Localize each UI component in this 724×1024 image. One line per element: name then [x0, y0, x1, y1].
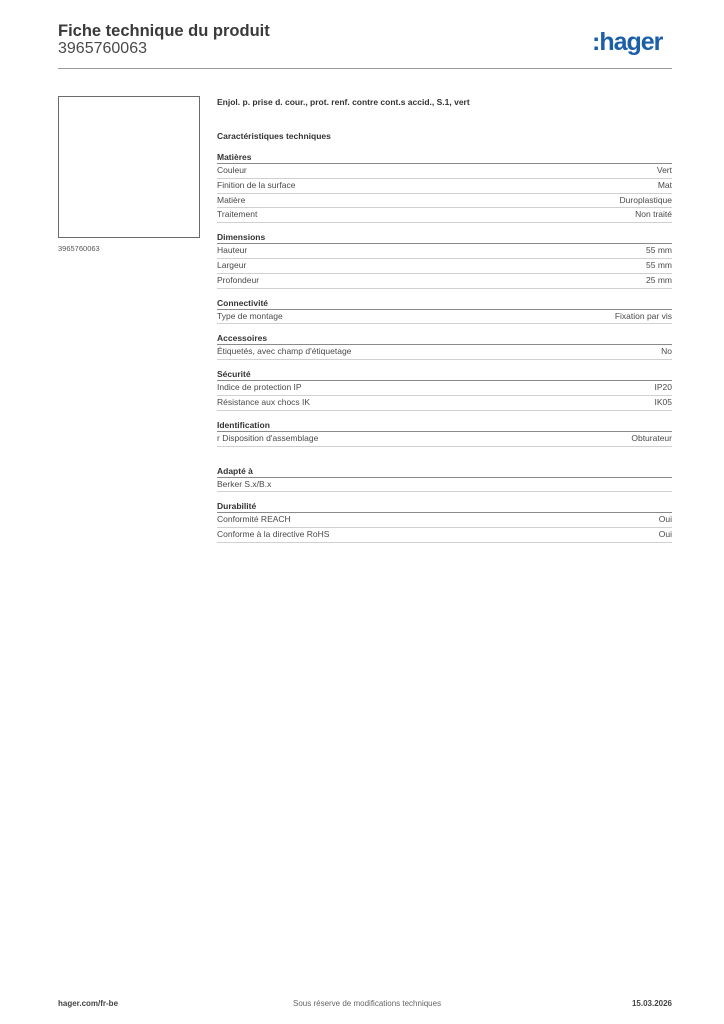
spec-value: Oui [658, 529, 672, 540]
section-title: Connectivité [217, 297, 672, 310]
spec-label: Berker S.x/B.x [217, 478, 272, 489]
spec-label: Indice de protection IP [217, 382, 302, 393]
spec-label: Type de montage [217, 310, 283, 321]
section-title: Dimensions [217, 231, 672, 244]
spec-value: 55 mm [646, 259, 672, 270]
spec-value: 25 mm [646, 274, 672, 285]
spec-label: Profondeur [217, 274, 260, 285]
section-connectivite [217, 297, 672, 325]
spec-label: Étiquetés, avec champ d'étiquetage [217, 346, 352, 357]
product-image-placeholder [58, 96, 200, 238]
spec-label: Hauteur [217, 245, 248, 256]
section-title: Sécurité [217, 368, 672, 381]
tech-characteristics-title: Caractéristiques techniques [217, 131, 331, 141]
section-securite [217, 368, 672, 411]
section-title: Durabilité [217, 500, 672, 513]
spec-label: Conforme à la directive RoHS [217, 529, 330, 540]
section-identification [217, 419, 672, 447]
spec-label: Traitement [217, 209, 258, 220]
spec-row [217, 194, 672, 209]
spec-row [217, 274, 672, 289]
product-image-caption: 3965760063 [58, 244, 100, 253]
spec-row [217, 259, 672, 274]
section-title: Identification [217, 419, 672, 432]
spec-label: Couleur [217, 165, 247, 175]
spec-row [217, 396, 672, 411]
spec-label: Résistance aux chocs IK [217, 396, 311, 407]
spec-row [217, 528, 672, 543]
section-title: Matières [217, 151, 672, 164]
spec-value: IP20 [654, 382, 672, 393]
spec-label: r Disposition d'assemblage [217, 432, 319, 443]
spec-value: Mat [657, 179, 672, 190]
hager-logo [592, 27, 674, 57]
section-title: Accessoires [217, 332, 672, 345]
spec-value: Obturateur [631, 432, 672, 443]
section-durabilite [217, 500, 672, 543]
section-dimensions [217, 231, 672, 288]
spec-row [217, 244, 672, 259]
spec-row [217, 432, 672, 447]
spec-row [217, 345, 672, 360]
spec-value: Non traité [635, 209, 672, 220]
spec-label: Matière [217, 194, 246, 205]
spec-row [217, 208, 672, 223]
spec-row [217, 381, 672, 396]
section-title: Adapté à [217, 465, 672, 478]
footer-notice: Sous réserve de modifications techniques [293, 999, 442, 1008]
footer-date: 15.03.2026 [631, 999, 672, 1008]
spec-value: IK05 [654, 396, 672, 407]
spec-label: Conformité REACH [217, 514, 291, 525]
spec-row [217, 164, 672, 179]
section-matieres [217, 151, 672, 223]
product-reference: 3965760063 [58, 40, 147, 57]
spec-value: Fixation par vis [614, 310, 672, 321]
spec-value: Duroplastique [619, 194, 672, 205]
spec-value: Oui [658, 514, 672, 525]
section-accessoires [217, 332, 672, 360]
footer-website: hager.com/fr-be [58, 999, 119, 1008]
spec-row [217, 478, 672, 493]
spec-row [217, 310, 672, 325]
spec-row [217, 513, 672, 528]
hager-logo-text: :hager [592, 28, 663, 56]
spec-label: Finition de la surface [217, 179, 296, 190]
header-divider [58, 68, 672, 69]
page-title: Fiche technique du produit [58, 22, 270, 40]
spec-row [217, 179, 672, 194]
spec-value: 55 mm [646, 245, 672, 256]
spec-value: Vert [656, 165, 672, 175]
product-description: Enjol. p. prise d. cour., prot. renf. contre cont.s accid., S.1, vert [217, 97, 470, 107]
spec-label: Largeur [217, 259, 247, 270]
spec-content [217, 96, 672, 551]
section-adapte-a [217, 465, 672, 493]
spec-value: No [661, 346, 672, 357]
